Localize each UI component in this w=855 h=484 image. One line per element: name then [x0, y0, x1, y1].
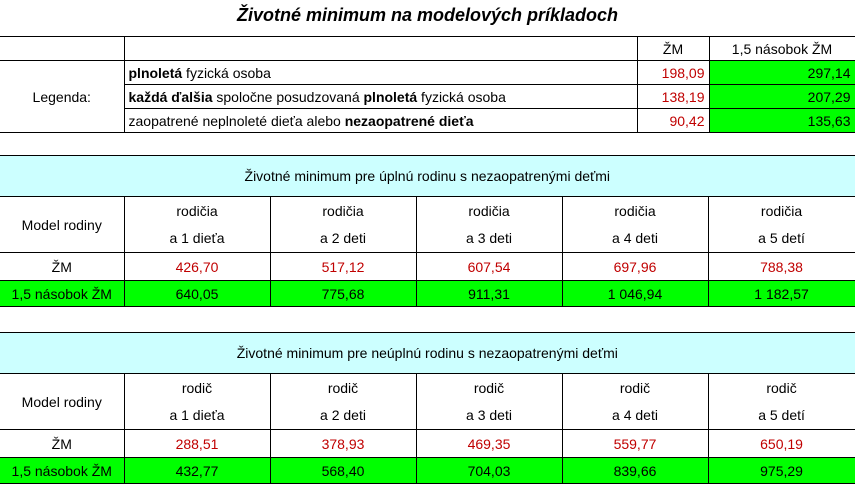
zm-value: 559,77 [562, 430, 708, 458]
full-family-header: Životné minimum pre úplnú rodinu s nezaopatrenými deťmi [0, 156, 855, 197]
zm-value: 788,38 [708, 253, 855, 281]
kids-cell: a 3 deti [416, 225, 562, 253]
legend-zm-value: 138,19 [637, 85, 709, 109]
legend-table [0, 36, 855, 133]
full-family-table [0, 155, 855, 307]
x15-value: 975,29 [708, 458, 855, 484]
parents-cell: rodič [270, 374, 416, 402]
zm-row-label: ŽM [0, 253, 124, 281]
kids-cell: a 2 deti [270, 225, 416, 253]
x15-value: 432,77 [124, 458, 270, 484]
zm-value: 288,51 [124, 430, 270, 458]
page-title: Životné minimum na modelových príkladoch [236, 5, 619, 25]
parents-cell: rodičia [416, 197, 562, 225]
x15-value: 704,03 [416, 458, 562, 484]
model-label: Model rodiny [0, 197, 124, 253]
zm-value: 378,93 [270, 430, 416, 458]
legend-col-15: 1,5 násobok ŽM [709, 37, 855, 61]
kids-cell: a 4 deti [562, 402, 708, 430]
legend-zm-value: 90,42 [637, 109, 709, 133]
x15-value: 640,05 [124, 281, 270, 307]
kids-cell: a 3 deti [416, 402, 562, 430]
kids-cell: a 1 dieťa [124, 225, 270, 253]
x15-value: 839,66 [562, 458, 708, 484]
model-label: Model rodiny [0, 374, 124, 430]
zm-value: 607,54 [416, 253, 562, 281]
zm-value: 697,96 [562, 253, 708, 281]
parents-cell: rodič [562, 374, 708, 402]
x15-value: 1 046,94 [562, 281, 708, 307]
zm-value: 469,35 [416, 430, 562, 458]
legend-col-zm: ŽM [637, 37, 709, 61]
x15-value: 911,31 [416, 281, 562, 307]
legend-label: Legenda: [0, 61, 124, 133]
parents-cell: rodič [708, 374, 855, 402]
parents-cell: rodičia [124, 197, 270, 225]
x15-value: 568,40 [270, 458, 416, 484]
single-family-table [0, 332, 855, 484]
legend-zm-value: 198,09 [637, 61, 709, 85]
zm-value: 426,70 [124, 253, 270, 281]
legend-15-value: 207,29 [709, 85, 855, 109]
zm-value: 517,12 [270, 253, 416, 281]
kids-cell: a 2 deti [270, 402, 416, 430]
single-family-header: Životné minimum pre neúplnú rodinu s nezaopatrenými deťmi [0, 333, 855, 374]
x15-row-label: 1,5 násobok ŽM [0, 458, 124, 484]
legend-15-value: 297,14 [709, 61, 855, 85]
zm-value: 650,19 [708, 430, 855, 458]
kids-cell: a 5 detí [708, 402, 855, 430]
parents-cell: rodičia [562, 197, 708, 225]
parents-cell: rodič [124, 374, 270, 402]
legend-15-value: 135,63 [709, 109, 855, 133]
zm-row-label: ŽM [0, 430, 124, 458]
legend-row: plnoletá fyzická osoba [124, 61, 637, 85]
kids-cell: a 1 dieťa [124, 402, 270, 430]
x15-value: 775,68 [270, 281, 416, 307]
kids-cell: a 5 detí [708, 225, 855, 253]
kids-cell: a 4 deti [562, 225, 708, 253]
parents-cell: rodič [416, 374, 562, 402]
x15-row-label: 1,5 násobok ŽM [0, 281, 124, 307]
parents-cell: rodičia [270, 197, 416, 225]
x15-value: 1 182,57 [708, 281, 855, 307]
legend-row: každá ďalšia spoločne posudzovaná plnoletá fyzická osoba [124, 85, 637, 109]
legend-row: zaopatrené neplnoleté dieťa alebo nezaopatrené dieťa [124, 109, 637, 133]
parents-cell: rodičia [708, 197, 855, 225]
